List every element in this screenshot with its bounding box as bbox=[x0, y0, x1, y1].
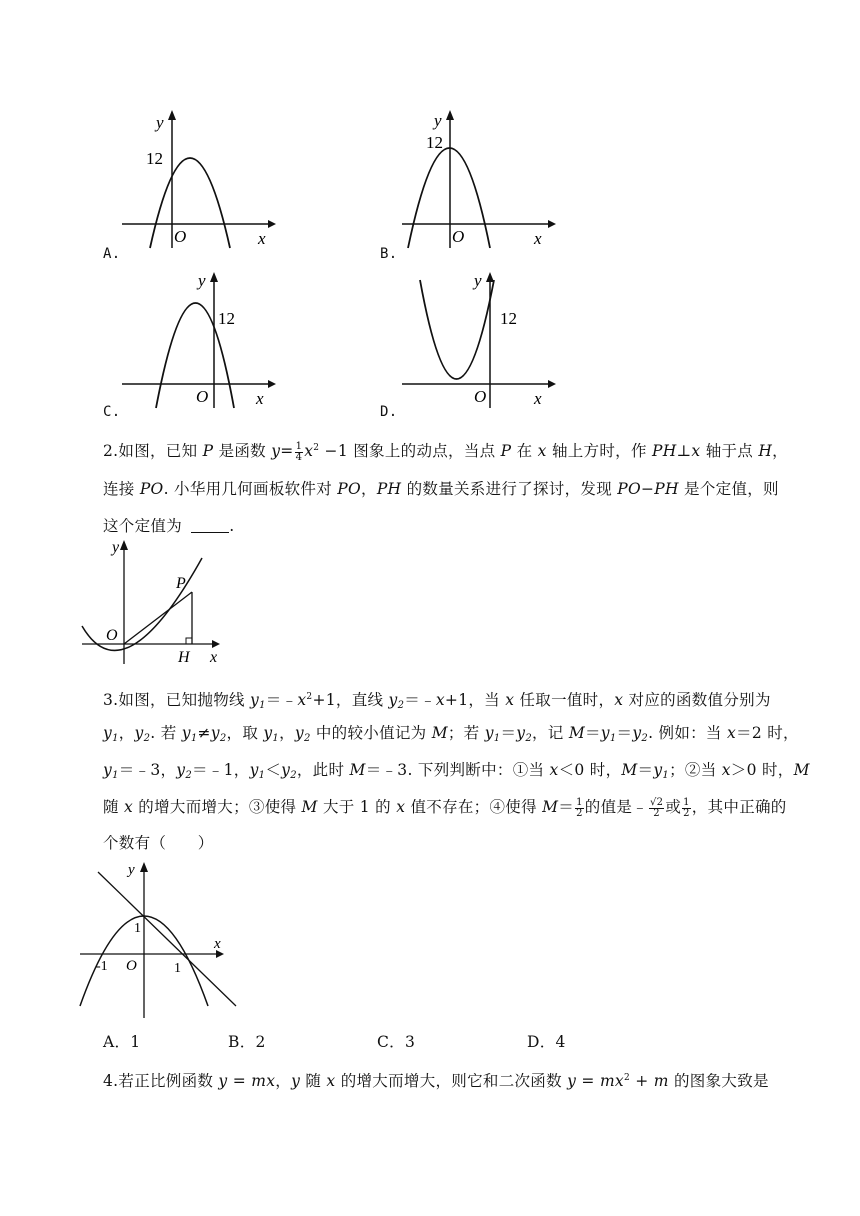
origin-label: O bbox=[196, 387, 209, 406]
x-axis-label: x bbox=[258, 229, 266, 248]
point-h-label: H bbox=[178, 649, 190, 666]
choice-d[interactable]: D．4 bbox=[527, 1033, 566, 1051]
y-one-label: 1 bbox=[134, 921, 141, 936]
x-one-label: 1 bbox=[174, 961, 181, 976]
q3-line-4: 随 x 的增大而增大；③使得 M 大于 1 的 x 值不存在；④使得 M＝ $\frac{1}{2}$ 的值是﹣ $\frac{√2}{2}$ 或 $\frac{1}{2}$ ，其中正确的 bbox=[103, 796, 787, 819]
y-axis-label: y bbox=[156, 113, 164, 132]
option-b-letter: B. bbox=[380, 246, 398, 262]
intercept-label: 12 bbox=[218, 309, 235, 328]
q2-line-1: 2.如图，已知 P 是函数 y= $\frac{1}{4}$ $x^2 -1$ 图象上的动点，当点 P 在 x 轴上方时，作 PH⊥x 轴于点 H， bbox=[103, 440, 788, 463]
x-axis-label: x bbox=[256, 389, 264, 408]
q3-figure bbox=[78, 856, 248, 1025]
origin-label: O bbox=[474, 387, 487, 406]
y-axis-label: y bbox=[112, 539, 120, 556]
answer-blank[interactable] bbox=[191, 518, 229, 533]
q3-line-1: 3.如图，已知抛物线 $y_1=﹣x^2+1$，直线 $y_2=﹣x+1$，当 x 任取一值时，x 对应的函数值分别为 bbox=[103, 691, 771, 711]
intercept-label: 12 bbox=[146, 149, 163, 168]
origin-label: O bbox=[452, 227, 465, 246]
y-axis-label: y bbox=[128, 862, 135, 878]
origin-label: O bbox=[174, 227, 187, 246]
option-c-graph bbox=[118, 268, 278, 422]
choice-a[interactable]: A．1 bbox=[103, 1033, 141, 1051]
point-p-label: P bbox=[176, 575, 186, 592]
choice-c[interactable]: C．3 bbox=[377, 1033, 416, 1051]
option-a-graph bbox=[118, 108, 278, 262]
choice-b[interactable]: B．2 bbox=[228, 1033, 266, 1051]
q3-line-3: $y_1=﹣3$，$y_2=﹣1$，$y_1<y_2$，此时 M＝﹣3. 下列判断中：①当 x＜0 时，$M=y_1$；②当 x＞0 时，M bbox=[103, 761, 810, 781]
origin-label: O bbox=[126, 958, 137, 974]
q2-figure bbox=[78, 536, 228, 670]
x-axis-label: x bbox=[534, 389, 542, 408]
q2-line-3: 这个定值为 . bbox=[103, 517, 235, 535]
x-axis-label: x bbox=[214, 936, 221, 952]
y-axis-label: y bbox=[198, 271, 206, 290]
option-a-letter: A. bbox=[103, 246, 121, 262]
q2-line-2: 连接 PO. 小华用几何画板软件对 PO，PH 的数量关系进行了探讨，发现 PO−PH 是个定值，则 bbox=[103, 480, 779, 498]
x-neg-one-label: -1 bbox=[96, 959, 108, 974]
option-c-letter: C. bbox=[103, 404, 121, 420]
origin-label: O bbox=[106, 627, 118, 644]
q3-line-5: 个数有（ ） bbox=[103, 834, 214, 852]
option-d-letter: D. bbox=[380, 404, 398, 420]
q4-line-1: 4.若正比例函数 y = mx，y 随 x 的增大而增大，则它和二次函数 $y = mx^2 + m$ 的图象大致是 bbox=[103, 1072, 769, 1090]
q3-line-2: $y_1$，$y_2$. 若 $y_1\ne y_2$，取 $y_1$，$y_2$ 中的较小值记为 M；若 $y_1=y_2$，记 $M=y_1=y_2$. 例如：当 x＝2 时， bbox=[103, 724, 799, 744]
option-d-graph bbox=[398, 268, 558, 422]
x-axis-label: x bbox=[534, 229, 542, 248]
x-axis-label: x bbox=[210, 649, 218, 666]
option-b-graph bbox=[398, 108, 558, 262]
intercept-label: 12 bbox=[500, 309, 517, 328]
intercept-label: 12 bbox=[426, 133, 443, 152]
y-axis-label: y bbox=[434, 111, 442, 130]
y-axis-label: y bbox=[474, 271, 482, 290]
